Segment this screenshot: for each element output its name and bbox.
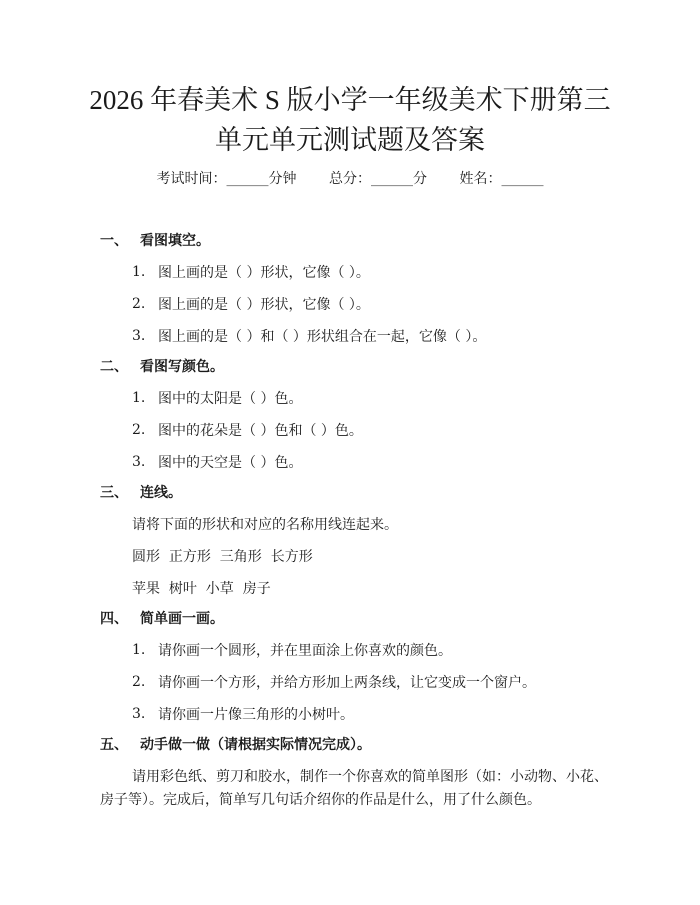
section-1-heading: 一、 看图填空。 xyxy=(100,233,210,249)
question-item: 1. 图上画的是（ ）形状，它像（ ）。 xyxy=(132,264,370,281)
names-line: 苹果 树叶 小草 房子 xyxy=(132,581,271,597)
exam-time: 考试时间：______分钟 xyxy=(156,171,297,187)
instruction-line: 请将下面的形状和对应的名称用线连起来。 xyxy=(132,517,398,533)
section-5-heading: 五、 动手做一做（请根据实际情况完成）。 xyxy=(100,737,371,753)
title-line-1: 2026 年春美术 S 版小学一年级美术下册第三 xyxy=(89,85,611,115)
shapes-line: 圆形 正方形 三角形 长方形 xyxy=(132,549,313,565)
task-paragraph: 请用彩色纸、剪刀和胶水，制作一个你喜欢的简单图形（如：小动物、小花、房子等）。完成后，简单写几句话介绍你的作品是什么，用了什么颜色。 xyxy=(100,769,608,808)
document-title xyxy=(60,80,640,160)
total-score: 总分：______分 xyxy=(329,171,427,187)
question-item: 1. 请你画一个圆形，并在里面涂上你喜欢的颜色。 xyxy=(132,642,452,659)
question-item: 3. 图上画的是（ ）和（ ）形状组合在一起，它像（ ）。 xyxy=(132,328,487,345)
question-item: 3. 图中的天空是（ ）色。 xyxy=(132,454,303,471)
section-2-heading: 二、 看图写颜色。 xyxy=(100,359,224,375)
section-4-heading: 四、 简单画一画。 xyxy=(100,611,224,627)
question-item: 2. 图中的花朵是（ ）色和（ ）色。 xyxy=(132,422,363,439)
question-item: 2. 图上画的是（ ）形状，它像（ ）。 xyxy=(132,296,370,313)
exam-content xyxy=(100,226,620,812)
question-item: 3. 请你画一片像三角形的小树叶。 xyxy=(132,706,354,723)
student-name: 姓名：______ xyxy=(459,171,544,187)
question-item: 2. 请你画一个方形，并给方形加上两条线，让它变成一个窗户。 xyxy=(132,674,536,691)
question-item: 1. 图中的太阳是（ ）色。 xyxy=(132,390,303,407)
exam-meta xyxy=(0,168,700,188)
section-3-heading: 三、 连线。 xyxy=(100,485,182,501)
title-line-2: 单元单元测试题及答案 xyxy=(215,125,485,155)
